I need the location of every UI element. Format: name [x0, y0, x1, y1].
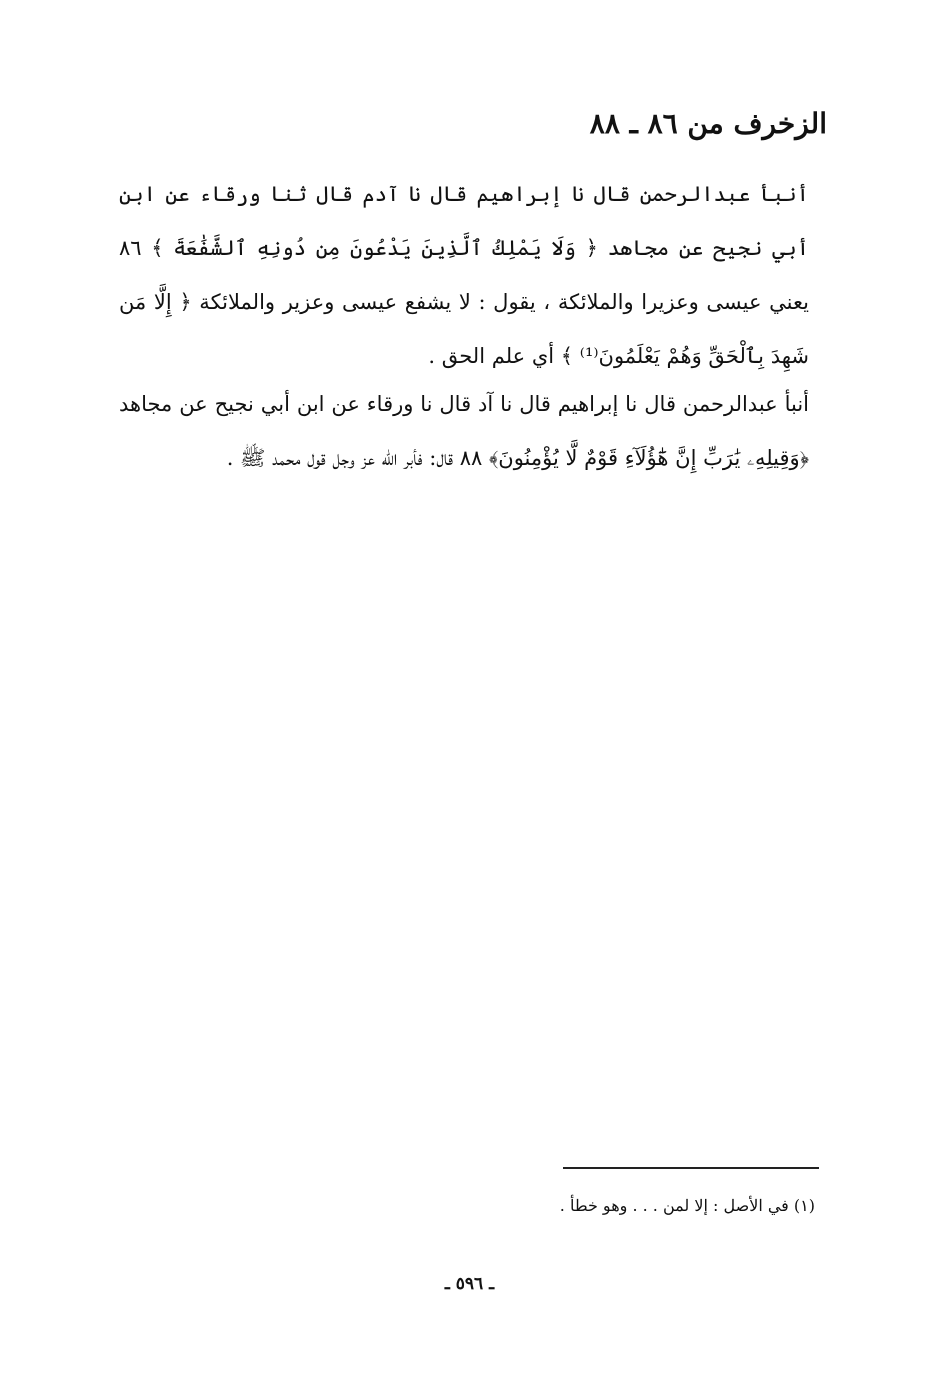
page-number: ـ ٥٩٦ ـ — [444, 1274, 495, 1294]
section-heading: الزخرف من ٨٦ ـ ٨٨ — [589, 107, 827, 140]
footnote: (١) في الأصل : إلا لمن . . . وهو خطأ . — [559, 1196, 815, 1215]
paragraph-2: أنبأ عبدالرحمن قال نا إبراهيم قال نا آد قال نا ورقاء عن ابن أبي نجيح عن مجاهد ﴿وَقِيلِهِۦ يَٰرَبِّ إِنَّ هَٰٓؤُلَآءِ قَوْمٌ لَّا يُؤْمِنُونَ﴾ ٨٨ قال: فأبر الله عز وجل قول محمد ﷺ . — [119, 392, 809, 470]
paragraph-1: أنبأ عبدالرحمن قال نا إبراهيم قال نا آدم قال ثنا ورقاء عن ابن أبي نجيح عن مجاهد ﴿ وَلَا يَمْلِكُ ٱلَّذِينَ يَدْعُونَ مِن دُونِهِ ٱلشَّفَٰعَةَ ﴾ ٨٦ يعني عيسى وعزيرا والملائكة ، يقول : لا يشفع عيسى وعزير والملائكة ﴿ إِلَّا مَن شَهِدَ بِٱلْحَقِّ وَهُمْ يَعْلَمُونَ⁽¹⁾ ﴾ أي علم الحق . — [119, 182, 809, 368]
footnote-divider — [563, 1167, 819, 1169]
